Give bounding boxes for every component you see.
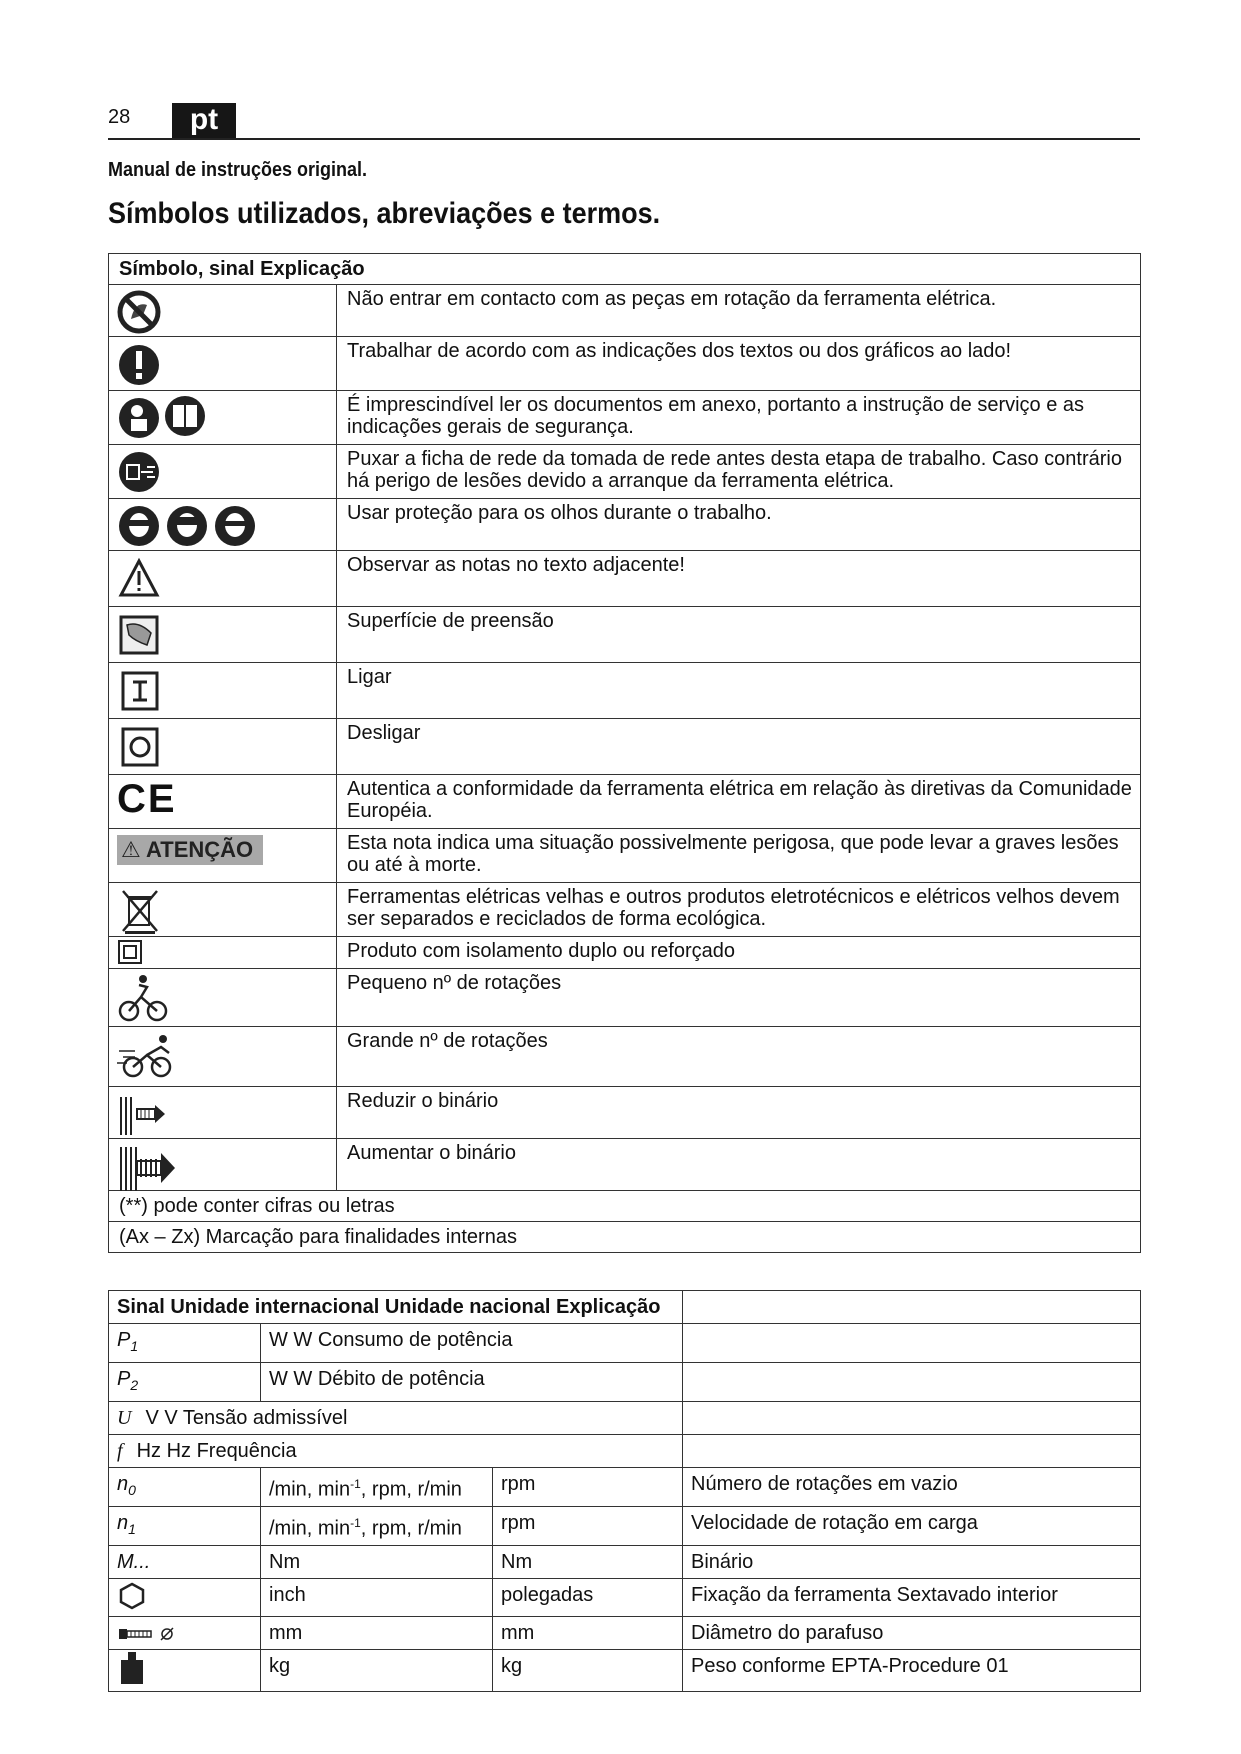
unit-national: rpm — [493, 1468, 683, 1507]
warning-triangle-icon — [117, 555, 167, 601]
empty-cell — [683, 1363, 1141, 1402]
symbol-text: É imprescindível ler os documentos em anexo, portanto a instrução de serviço e as indicações gerais de segurança. — [337, 391, 1141, 445]
unit-explanation: Número de rotações em vazio — [683, 1468, 1141, 1507]
empty-cell — [683, 1291, 1141, 1324]
read-manual-icon — [117, 395, 217, 441]
symbol-text: Trabalhar de acordo com as indicações dos textos ou dos gráficos ao lado! — [337, 337, 1141, 391]
symbol-text: Autentica a conformidade da ferramenta elétrica em relação às diretivas da Comunidade Européia. — [337, 775, 1141, 829]
symbol-cell — [109, 285, 337, 337]
unit-national: kg — [493, 1650, 683, 1692]
symbols-table-header: Símbolo, sinal Explicação — [109, 254, 1141, 285]
symbol-cell — [109, 829, 337, 883]
symbol-text: Produto com isolamento duplo ou reforçado — [337, 937, 1141, 969]
empty-cell — [683, 1402, 1141, 1435]
eye-protection-icon — [117, 503, 267, 549]
unit-sign: M... — [109, 1546, 261, 1579]
unit-merged-text: W W Débito de potência — [261, 1363, 683, 1402]
symbol-cell — [109, 775, 337, 829]
unit-explanation: Fixação da ferramenta Sextavado interior — [683, 1579, 1141, 1617]
unit-national: Nm — [493, 1546, 683, 1579]
symbols-table — [108, 253, 1141, 1253]
symbol-cell — [109, 551, 337, 607]
units-table — [108, 1290, 1141, 1692]
symbol-cell — [109, 337, 337, 391]
symbol-text: Aumentar o binário — [337, 1139, 1141, 1191]
unit-national: mm — [493, 1617, 683, 1650]
header-rule — [108, 138, 1140, 140]
symbol-cell — [109, 391, 337, 445]
symbol-text: Ferramentas elétricas velhas e outros produtos eletrotécnicos e elétricos velhos devem ser separados e reciclados de forma ecológica. — [337, 883, 1141, 937]
symbol-text: Observar as notas no texto adjacente! — [337, 551, 1141, 607]
attention-badge: ⚠ ATENÇÃO — [117, 835, 263, 865]
grip-surface-icon — [117, 611, 167, 657]
units-table-header: Sinal Unidade internacional Unidade nacional Explicação — [109, 1291, 683, 1324]
symbol-cell — [109, 1087, 337, 1139]
unit-explanation: Peso conforme EPTA-Procedure 01 — [683, 1650, 1141, 1692]
symbol-text: Esta nota indica uma situação possivelmente perigosa, que pode levar a graves lesões ou até à morte. — [337, 829, 1141, 883]
symbol-text: Pequeno nº de rotações — [337, 969, 1141, 1027]
hex-socket-icon — [117, 1581, 147, 1611]
mandatory-action-icon — [117, 341, 167, 387]
symbol-text: Grande nº de rotações — [337, 1027, 1141, 1087]
unplug-icon — [117, 449, 167, 495]
unit-merged-text: f Hz Hz Frequência — [109, 1435, 683, 1468]
symbol-cell — [109, 445, 337, 499]
symbol-cell — [109, 883, 337, 937]
page-title: Símbolos utilizados, abreviações e termos. — [108, 197, 661, 230]
unit-intl: /min, $\min^{-1}$, rpm, r/min — [261, 1507, 493, 1546]
no-touch-rotating-parts-icon — [117, 289, 167, 335]
symbol-cell — [109, 607, 337, 663]
empty-cell — [683, 1435, 1141, 1468]
unit-intl: Nm — [261, 1546, 493, 1579]
unit-sign: $P_1$ — [109, 1324, 261, 1363]
symbol-text: Reduzir o binário — [337, 1087, 1141, 1139]
unit-national: polegadas — [493, 1579, 683, 1617]
symbol-cell — [109, 1027, 337, 1087]
unit-sign: $n_0$ — [109, 1468, 261, 1507]
unit-merged-text: W W Consumo de potência — [261, 1324, 683, 1363]
low-speed-icon — [117, 973, 173, 1025]
symbol-cell — [109, 499, 337, 551]
ce-mark-icon: CE — [117, 777, 177, 821]
unit-intl: mm — [261, 1617, 493, 1650]
double-insulation-icon — [117, 939, 147, 965]
symbol-text: Ligar — [337, 663, 1141, 719]
unit-explanation: Diâmetro do parafuso — [683, 1617, 1141, 1650]
page-number: 28 — [108, 106, 131, 128]
unit-explanation: Binário — [683, 1546, 1141, 1579]
unit-sign: $P_2$ — [109, 1363, 261, 1402]
unit-explanation: Velocidade de rotação em carga — [683, 1507, 1141, 1546]
empty-cell — [683, 1324, 1141, 1363]
symbol-text: Usar proteção para os olhos durante o trabalho. — [337, 499, 1141, 551]
symbol-text: Desligar — [337, 719, 1141, 775]
unit-sign — [109, 1579, 261, 1617]
symbol-cell — [109, 663, 337, 719]
manual-subtitle: Manual de instruções original. — [108, 159, 368, 181]
unit-sign — [109, 1650, 261, 1692]
symbol-cell — [109, 937, 337, 969]
footnote: (**) pode conter cifras ou letras — [109, 1191, 1141, 1222]
weight-icon — [117, 1650, 147, 1686]
unit-sign: $n_1$ — [109, 1507, 261, 1546]
unit-intl: /min, $\min^{-1}$, rpm, r/min — [261, 1468, 493, 1507]
unit-national: rpm — [493, 1507, 683, 1546]
symbol-cell — [109, 1139, 337, 1191]
unit-merged-text: U V V Tensão admissível — [109, 1402, 683, 1435]
high-speed-icon — [117, 1031, 181, 1083]
reduce-torque-icon — [117, 1091, 173, 1137]
symbol-text: Puxar a ficha de rede da tomada de rede antes desta etapa de trabalho. Caso contrário há perigo de lesões devido a arranque da ferramenta elétrica. — [337, 445, 1141, 499]
symbol-text: Não entrar em contacto com as peças em rotação da ferramenta elétrica. — [337, 285, 1141, 337]
footnote: (Ax – Zx) Marcação para finalidades internas — [109, 1222, 1141, 1253]
power-off-icon — [117, 723, 167, 769]
power-on-icon — [117, 667, 167, 713]
language-tag: pt — [172, 103, 236, 139]
unit-intl: kg — [261, 1650, 493, 1692]
symbol-cell — [109, 969, 337, 1027]
unit-sign — [109, 1617, 261, 1650]
unit-intl: inch — [261, 1579, 493, 1617]
screw-diameter-icon — [117, 1624, 177, 1644]
warning-triangle-icon: ⚠ — [121, 837, 141, 862]
symbol-text: Superfície de preensão — [337, 607, 1141, 663]
increase-torque-icon — [117, 1143, 183, 1193]
weee-bin-icon — [117, 887, 167, 935]
symbol-cell — [109, 719, 337, 775]
